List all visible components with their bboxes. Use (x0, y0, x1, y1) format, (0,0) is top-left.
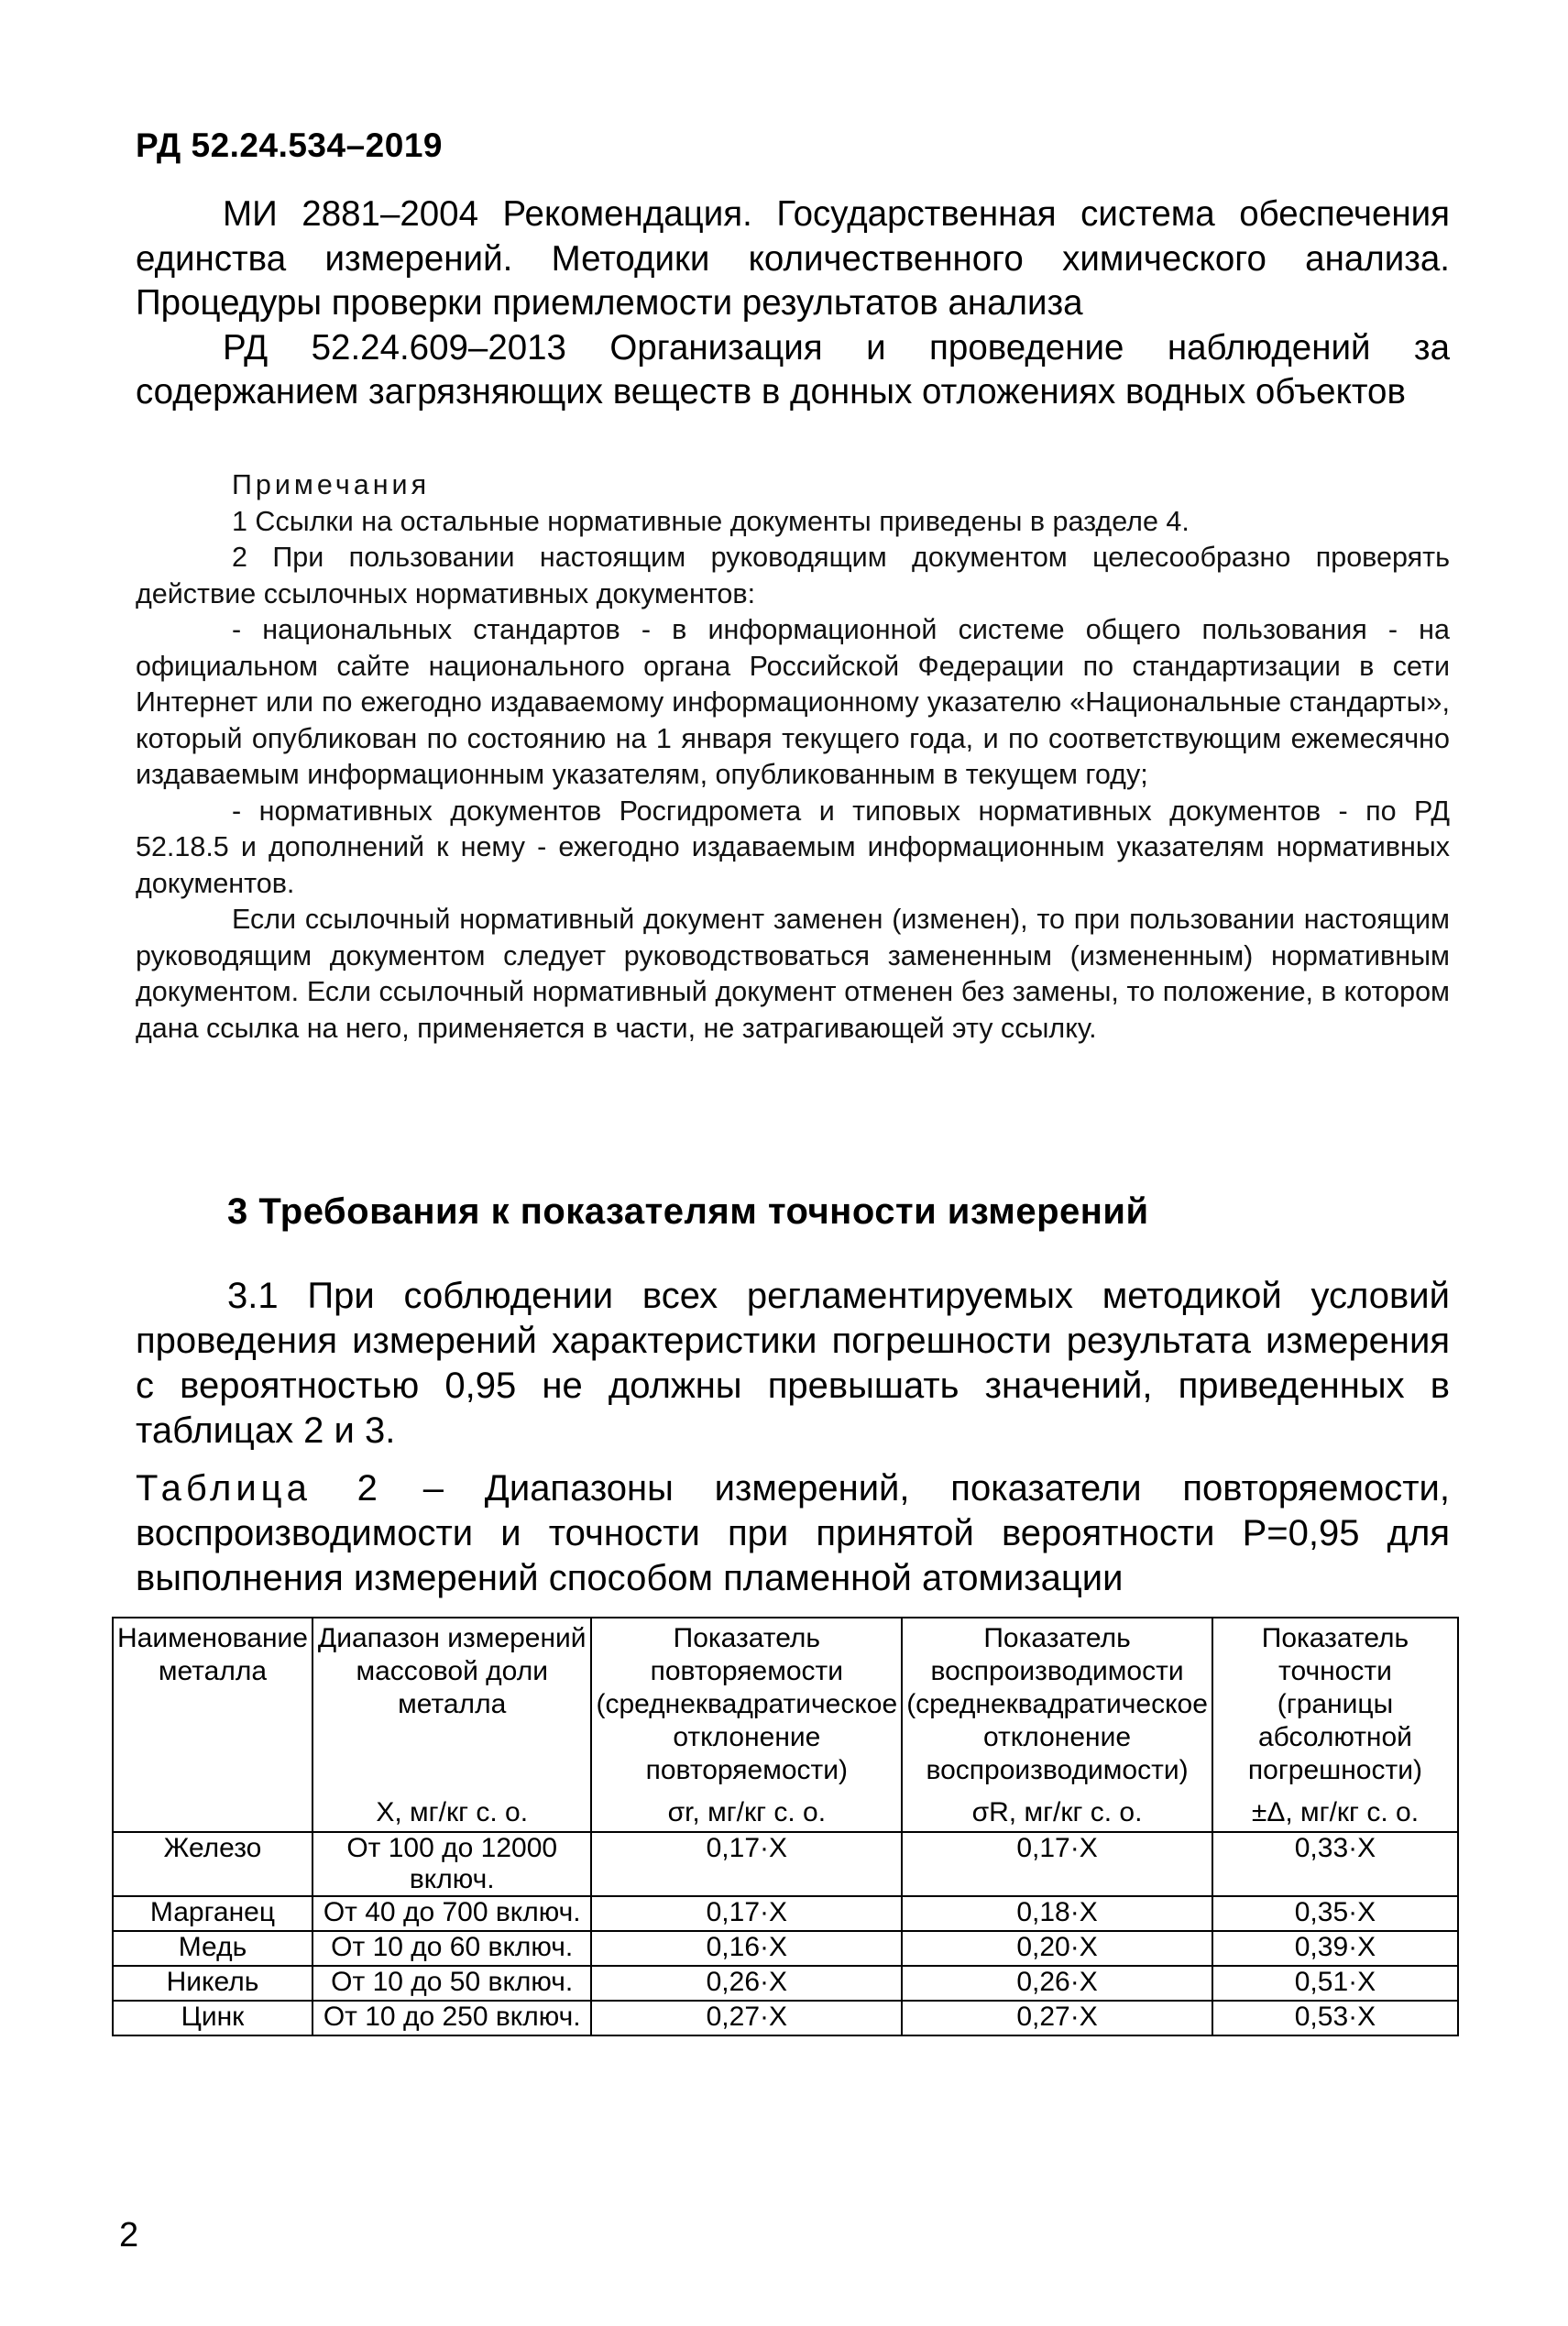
cell-metal: Марганец (113, 1896, 313, 1931)
header-reproducibility: Показатель воспроизводимости (среднеквадратическое отклонение воспроизводимости) σR, мг/кг с. о. (902, 1618, 1212, 1832)
cell-range: От 100 до 12000 включ. (313, 1832, 591, 1896)
table-caption-label: Таблица 2 (136, 1468, 382, 1509)
header-repeatability: Показатель повторяемости (среднеквадратическое отклонение повторяемости) σr, мг/кг с. о. (591, 1618, 902, 1832)
cell-reproducibility: 0,26·X (902, 1966, 1212, 2001)
requirement-block (136, 1274, 1450, 1454)
cell-repeatability: 0,27·X (591, 2001, 902, 2035)
reference-item: МИ 2881–2004 Рекомендация. Государственная система обеспечения единства измерений. Методики количественного химического анализа. Процедуры проверки приемлемости результатов анализа (136, 194, 1450, 323)
cell-accuracy: 0,35·X (1212, 1896, 1458, 1931)
cell-range: От 10 до 60 включ. (313, 1931, 591, 1966)
cell-repeatability: 0,26·X (591, 1966, 902, 2001)
cell-metal: Никель (113, 1966, 313, 2001)
note-paragraph: Если ссылочный нормативный документ заменен (изменен), то при пользовании настоящим руководящим документом следует руководствоваться замененным (измененным) нормативным документом. Если ссылочный нормативный документ отменен без замены, то положение, в котором дана ссылка на него, применяется в части, не затрагивающей эту ссылку. (136, 904, 1450, 1044)
cell-range: От 10 до 250 включ. (313, 2001, 591, 2035)
references-list (136, 192, 1450, 415)
table-row (113, 1832, 1458, 1896)
measurement-table (112, 1617, 1459, 2036)
reference-item: РД 52.24.609–2013 Организация и проведение наблюдений за содержанием загрязняющих веществ в донных отложениях водных объектов (136, 327, 1450, 411)
document-code-header: РД 52.24.534–2019 (136, 126, 443, 164)
cell-reproducibility: 0,20·X (902, 1931, 1212, 1966)
table-caption (136, 1466, 1450, 1601)
cell-reproducibility: 0,27·X (902, 2001, 1212, 2035)
cell-range: От 40 до 700 включ. (313, 1896, 591, 1931)
table-row (113, 1931, 1458, 1966)
cell-reproducibility: 0,18·X (902, 1896, 1212, 1931)
cell-metal: Медь (113, 1931, 313, 1966)
note-bullet-1: - национальных стандартов - в информационной системе общего пользования - на официальном сайте национального органа Российской Федерации по стандартизации в сети Интернет или по ежегодно издаваемому информационному указателю «Национальные стандарты», который опубликован по состоянию на 1 января текущего года, и по соответствующим ежемесячно издаваемым информационным указателям, опубликованным в текущем году; (136, 614, 1450, 790)
cell-metal: Цинк (113, 2001, 313, 2035)
cell-range: От 10 до 50 включ. (313, 1966, 591, 2001)
table-header-row (113, 1618, 1458, 1832)
notes-block (136, 467, 1450, 1047)
table-row (113, 1966, 1458, 2001)
notes-title: Примечания (232, 469, 431, 500)
header-range: Диапазон измерений массовой доли металла X, мг/кг с. о. (313, 1618, 591, 1832)
header-accuracy: Показатель точности (границы абсолютной погрешности) ±Δ, мг/кг с. о. (1212, 1618, 1458, 1832)
note-2: 2 При пользовании настоящим руководящим документом целесообразно проверять действие ссылочных нормативных документов: (136, 542, 1450, 609)
table-caption-text: – Диапазоны измерений, показатели повторяемости, воспроизводимости и точности при принятой вероятности Р=0,95 для выполнения измерений способом пламенной атомизации (136, 1468, 1450, 1598)
requirement-paragraph: 3.1 При соблюдении всех регламентируемых методикой условий проведения измерений характеристики погрешности результата измерения с вероятностью 0,95 не должны превышать значений, приведенных в таблицах 2 и 3. (136, 1276, 1450, 1451)
cell-accuracy: 0,53·X (1212, 2001, 1458, 2035)
note-1: 1 Ссылки на остальные нормативные документы приведены в разделе 4. (232, 505, 1190, 537)
cell-reproducibility: 0,17·X (902, 1832, 1212, 1896)
note-bullet-2: - нормативных документов Росгидромета и типовых нормативных документов - по РД 52.18.5 и дополнений к нему - ежегодно издаваемым информационным указателям нормативных документов. (136, 795, 1450, 899)
table-row (113, 1896, 1458, 1931)
cell-accuracy: 0,33·X (1212, 1832, 1458, 1896)
cell-repeatability: 0,17·X (591, 1896, 902, 1931)
cell-accuracy: 0,51·X (1212, 1966, 1458, 2001)
section-heading: 3 Требования к показателям точности измерений (227, 1191, 1149, 1232)
cell-repeatability: 0,16·X (591, 1931, 902, 1966)
cell-accuracy: 0,39·X (1212, 1931, 1458, 1966)
page-number: 2 (119, 2216, 139, 2255)
table-row (113, 2001, 1458, 2035)
header-metal: Наименование металла (113, 1618, 313, 1832)
cell-metal: Железо (113, 1832, 313, 1896)
cell-repeatability: 0,17·X (591, 1832, 902, 1896)
